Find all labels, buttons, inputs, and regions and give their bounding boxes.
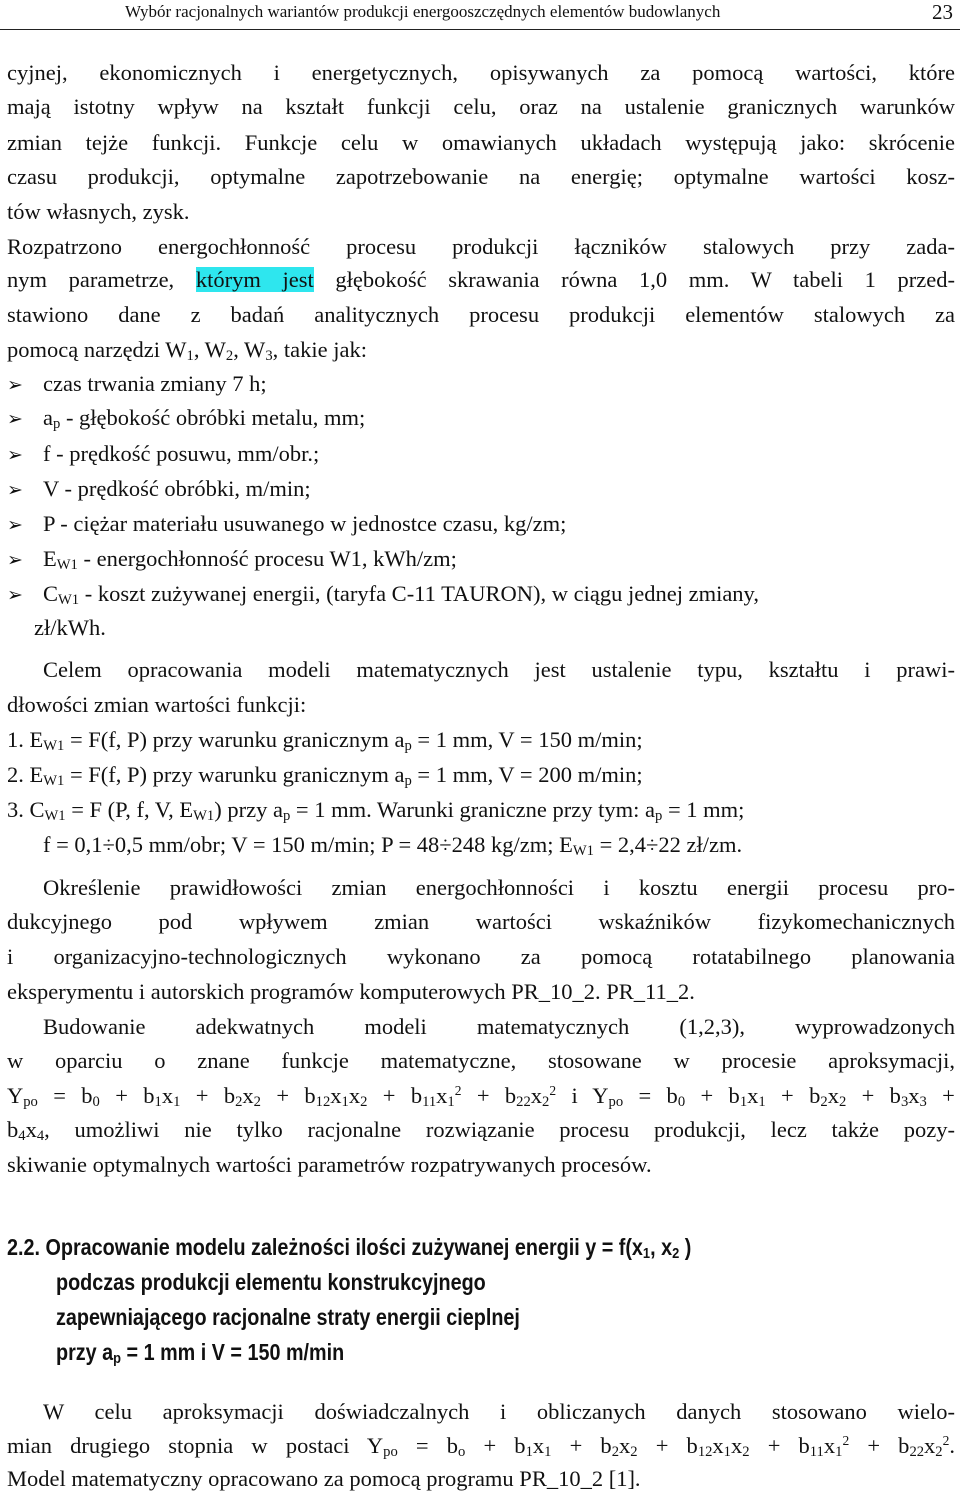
bullet-item xyxy=(7,508,955,541)
bullet-text: C xyxy=(43,581,59,606)
bullet-continuation: zł/kWh. xyxy=(34,615,106,640)
list-text: = F(f, P) przy warunku granicznym a xyxy=(64,762,405,787)
p5-line-5: skiwanie optymalnych wartości parametrów rozpatrywanych procesów. xyxy=(7,1152,652,1177)
section-heading-line-4 xyxy=(56,1336,344,1368)
bullet-text: - energochłonność procesu W1, kWh/zm; xyxy=(77,546,457,571)
p5-line-2: w oparciu o znane funkcje matematyczne, stosowane w procesie aproksymacji, xyxy=(7,1048,955,1073)
p5-text: , umożliwi nie tylko racjonalne rozwiązanie procesu produkcji, lecz także pozy- xyxy=(44,1117,955,1142)
list-text: 3. C xyxy=(7,797,45,822)
p1-line-4: czasu produkcji, optymalne zapotrzebowanie na energię; optymalne wartości kosz- xyxy=(7,164,955,189)
section-heading-line-2: podczas produkcji elementu konstrukcyjnego xyxy=(56,1269,486,1295)
list-text: 2. E xyxy=(7,762,44,787)
subscript: W1 xyxy=(43,773,65,789)
arrow-bullet-icon: ➢ xyxy=(7,479,23,501)
p1-line-2: mają istotny wpływ na kształt funkcji celu, oraz na ustalenie granicznych warunków xyxy=(7,94,955,119)
p1-line-1: cyjnej, ekonomicznych i energetycznych, opisywanych za pomocą wartości, które xyxy=(7,60,955,85)
bullet-text: E xyxy=(43,546,57,571)
arrow-bullet-icon: ➢ xyxy=(7,374,23,396)
list-item-1 xyxy=(7,724,955,756)
p6-line-3: Model matematyczny opracowano za pomocą programu PR_10_2 [1]. xyxy=(7,1466,641,1491)
section-title: ) xyxy=(679,1234,692,1260)
subscript: 1 xyxy=(186,348,194,364)
subscript: W1 xyxy=(58,592,80,608)
subscript: W1 xyxy=(193,808,215,824)
subscript: W1 xyxy=(56,557,78,573)
list-text: ) przy a xyxy=(214,797,283,822)
bullet-text: - koszt zużywanej energii, (taryfa C-11 TAURON), w ciągu jednej zmiany, xyxy=(79,581,759,606)
list-item-2 xyxy=(7,759,955,791)
subscript: 1 xyxy=(642,1245,651,1262)
p4-line-1: Określenie prawidłowości zmian energochłonności i kosztu energii procesu pro- xyxy=(43,875,955,900)
bullet-item xyxy=(7,543,955,576)
subscript: p xyxy=(282,808,291,824)
p5-line-1: Budowanie adekwatnych modeli matematycznych (1,2,3), wyprowadzonych xyxy=(43,1014,955,1039)
p5-line-3-formula: $Y_{po} = b_0 + b_1x_1 + b_2x_2 + b_{12}x_1x_2 + b_{11}x_1^2 + b_{22}x_2^2$ i $Y_{po} = b_0 + b_1x_1 + b_2x_2 + b_3x_3$ + xyxy=(7,1083,955,1110)
subscript: 2 xyxy=(672,1245,680,1262)
p5-line-4: $b_4x_4$, umożliwi nie tylko racjonalne rozwiązanie procesu produkcji, lecz także pozy- xyxy=(7,1117,955,1144)
arrow-bullet-icon: ➢ xyxy=(7,584,23,606)
p2-text: , takie jak: xyxy=(272,337,367,362)
list-text: = 2,4÷22 zł/zm. xyxy=(593,832,743,857)
section-title: , x xyxy=(650,1234,673,1260)
section-heading-line-3: zapewniającego racjonalne straty energii cieplnej xyxy=(56,1304,520,1330)
section-title: Opracowanie modelu zależności ilości zużywanej energii y = f(x xyxy=(45,1234,643,1260)
running-title: Wybór racjonalnych wariantów produkcji energooszczędnych elementów budowlanych xyxy=(125,2,721,21)
list-item-3-continuation xyxy=(43,829,960,861)
subscript: 2 xyxy=(225,348,234,364)
subscript: p xyxy=(655,808,663,824)
p1-line-3: zmian tejże funkcji. Funkcje celu w omawianych układach występują jako: skrócenie xyxy=(7,130,955,155)
header-rule xyxy=(0,29,960,30)
list-text: = 1 mm. Warunki graniczne przy tym: a xyxy=(290,797,656,822)
p3-line-1: Celem opracowania modeli matematycznych jest ustalenie typu, kształtu i prawi- xyxy=(43,657,955,682)
p4-line-4: eksperymentu i autorskich programów komputerowych PR_10_2. PR_11_2. xyxy=(7,979,695,1004)
list-text: f = 0,1÷0,5 mm/obr; V = 150 m/min; P = 48÷248 kg/zm; E xyxy=(43,832,573,857)
p2-text: pomocą narzędzi W xyxy=(7,337,187,362)
p6-line-2: mian drugiego stopnia w postaci $Y_{po} = b_o + b_1x_1 + b_2x_2 + b_{12}x_1x_2 + b_{11}x_1^2 + b_{22}x_2^2$. xyxy=(7,1433,955,1460)
bullet-item xyxy=(7,438,955,471)
p6-text: mian drugiego stopnia w postaci xyxy=(7,1433,350,1458)
section-title: przy a xyxy=(56,1339,114,1365)
p4-line-3: i organizacyjno-technologicznych wykonano za pomocą rotatabilnego planowania xyxy=(7,944,955,969)
arrow-bullet-icon: ➢ xyxy=(7,408,23,430)
p2-text: głębokość skrawania równa 1,0 mm. W tabeli 1 przed- xyxy=(335,267,955,292)
bullet-text: czas trwania zmiany 7 h; xyxy=(43,371,267,396)
p2-text: , W xyxy=(233,337,266,362)
p1-line-5: tów własnych, zysk. xyxy=(7,199,190,224)
p2-line-3: stawiono dane z badań analitycznych procesu produkcji elementów stalowych za xyxy=(7,302,955,327)
bullet-item xyxy=(7,368,955,401)
list-text: = F(f, P) przy warunku granicznym a xyxy=(64,727,405,752)
list-text: 1. E xyxy=(7,727,44,752)
list-text: = 1 mm; xyxy=(662,797,745,822)
p2-line-2 xyxy=(7,264,955,296)
subscript: W1 xyxy=(572,843,594,859)
p2-line-1: Rozpatrzono energochłonność procesu produkcji łączników stalowych przy zada- xyxy=(7,234,955,259)
bullet-text: a xyxy=(43,405,53,430)
subscript: p xyxy=(53,416,61,432)
subscript: p xyxy=(404,773,412,789)
section-number: 2.2. xyxy=(7,1234,41,1260)
list-text: = 1 mm, V = 150 m/min; xyxy=(411,727,643,752)
bullet-item xyxy=(7,473,955,506)
bullet-item xyxy=(7,402,955,435)
list-text: = F (P, f, V, E xyxy=(65,797,194,822)
section-heading-line-1 xyxy=(7,1231,691,1263)
subscript: p xyxy=(404,738,412,754)
p3-line-2: dłowości zmian wartości funkcji: xyxy=(7,692,307,717)
p4-line-2: dukcyjnego pod wpływem zmian wartości wskaźników fizykomechanicznych xyxy=(7,909,955,934)
p2-text: nym parametrze, xyxy=(7,267,175,292)
list-item-3 xyxy=(7,794,955,826)
list-text: = 1 mm, V = 200 m/min; xyxy=(411,762,643,787)
p2-line-4 xyxy=(7,334,955,366)
arrow-bullet-icon: ➢ xyxy=(7,549,23,571)
bullet-text: - głębokość obróbki metalu, mm; xyxy=(60,405,366,430)
arrow-bullet-icon: ➢ xyxy=(7,444,23,466)
subscript: W1 xyxy=(43,738,65,754)
page-number: 23 xyxy=(932,0,953,24)
subscript: 3 xyxy=(265,348,273,364)
section-title: = 1 mm i V = 150 m/min xyxy=(121,1339,345,1365)
bullet-item xyxy=(7,578,955,611)
subscript: W1 xyxy=(44,808,66,824)
p6-line-1: W celu aproksymacji doświadczalnych i obliczanych danych stosowano wielo- xyxy=(43,1399,955,1424)
bullet-text: V - prędkość obróbki, m/min; xyxy=(43,476,311,501)
subscript: p xyxy=(113,1350,122,1367)
running-header xyxy=(0,0,960,30)
bullet-text: P - ciężar materiału usuwanego w jednostce czasu, kg/zm; xyxy=(43,511,567,536)
arrow-bullet-icon: ➢ xyxy=(7,514,23,536)
p2-text: , W xyxy=(193,337,226,362)
highlighted-text: którym jest xyxy=(195,267,314,292)
bullet-text: f - prędkość posuwu, mm/obr.; xyxy=(43,441,320,466)
